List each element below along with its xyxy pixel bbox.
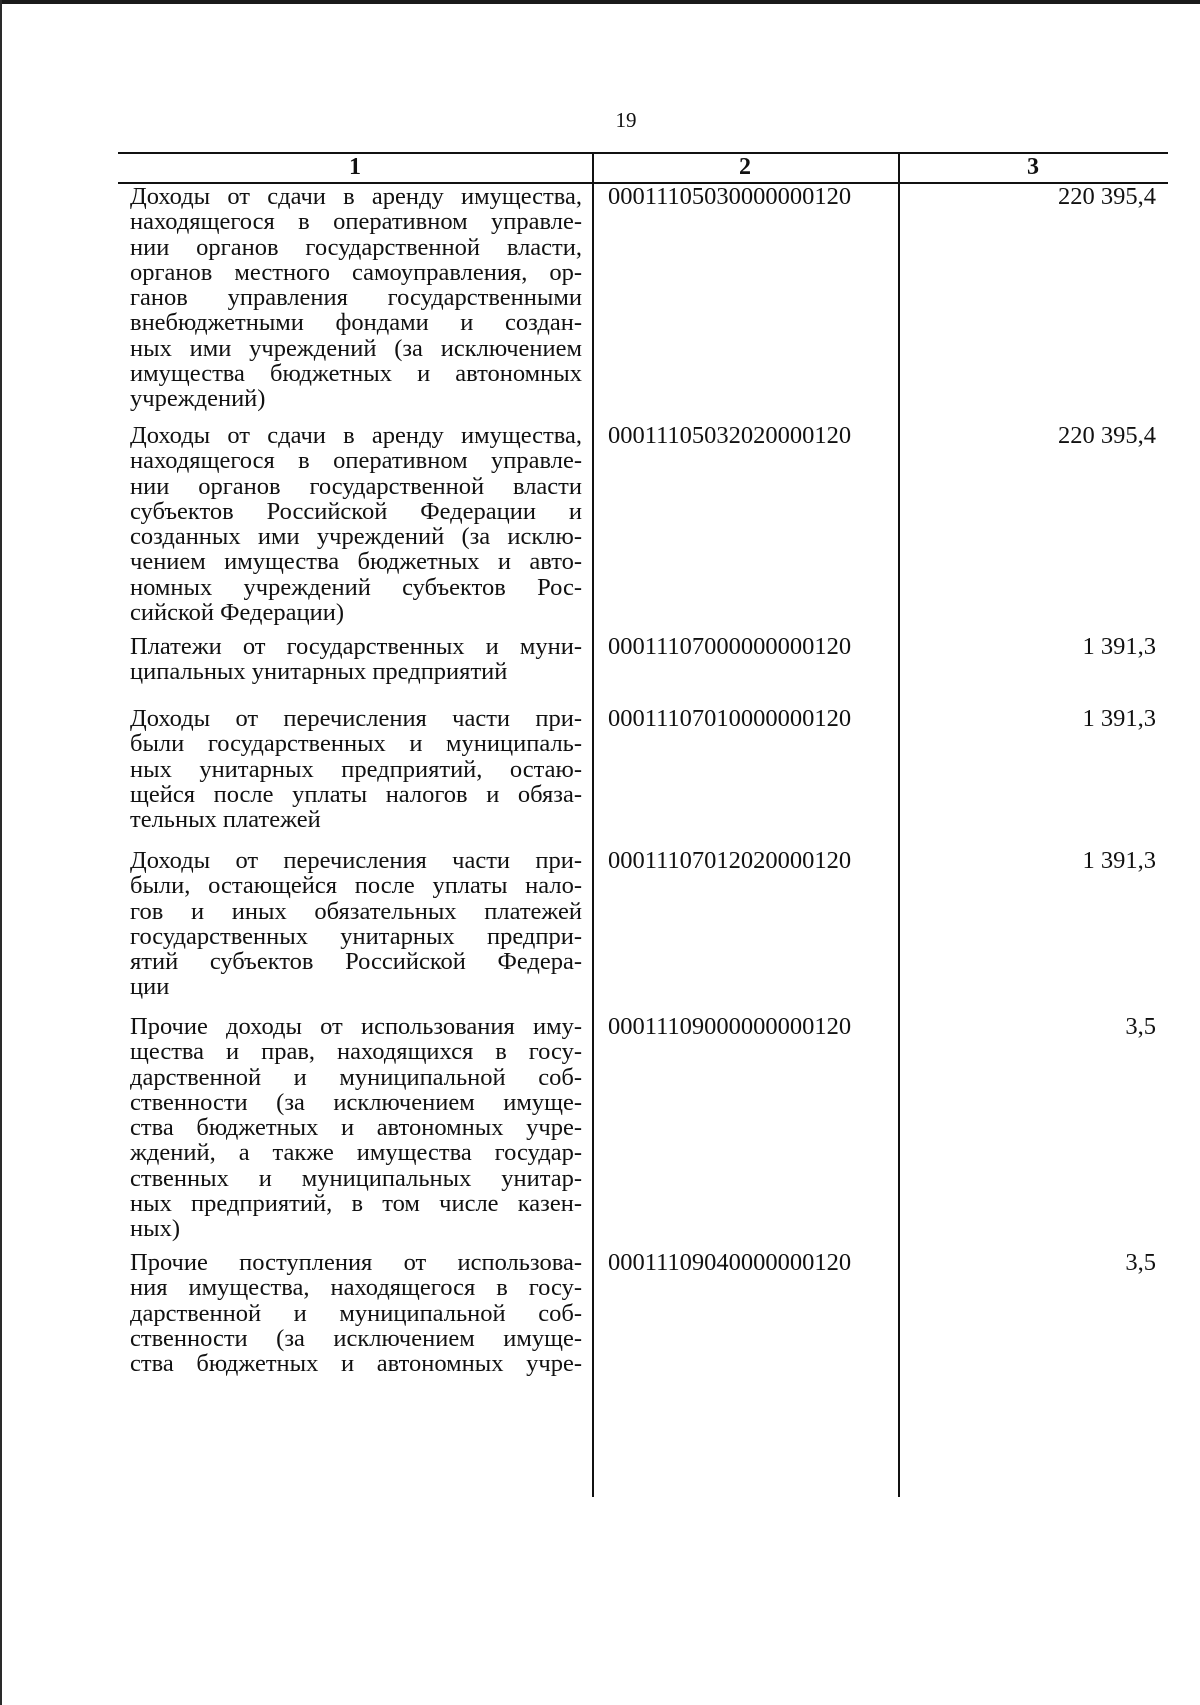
description-line: щества и прав, находящихся в госу-: [130, 1038, 582, 1066]
description-line: Доходы от сдачи в аренду имущества,: [130, 183, 582, 210]
description-line: дарственной и муниципальной соб-: [130, 1063, 582, 1091]
row-description: [130, 848, 582, 1000]
row-code: 00011105032020000120: [608, 422, 852, 449]
description-line: учреждений): [130, 385, 266, 413]
row-description: [130, 184, 582, 412]
column-divider-1: [592, 152, 594, 1497]
row-description: [130, 1014, 582, 1242]
description-line: созданных ими учреждений (за исклю-: [130, 523, 582, 551]
row-amount: 1 391,3: [1082, 633, 1156, 660]
description-line: ния имущества, находящегося в госу-: [130, 1274, 582, 1302]
description-line: Прочие доходы от использования иму-: [130, 1013, 582, 1040]
description-line: органов местного самоуправления, ор-: [130, 258, 582, 286]
description-line: ятий субъектов Российской Федера-: [130, 948, 582, 976]
row-amount: 220 395,4: [1058, 422, 1156, 449]
description-line: имущества бюджетных и автономных: [130, 360, 582, 388]
description-line: ганов управления государственными: [130, 284, 582, 312]
page-number: 19: [615, 108, 637, 132]
header-col-3: 3: [1027, 154, 1039, 180]
description-line: государственных унитарных предпри-: [130, 922, 582, 950]
description-line: ственных и муниципальных унитар-: [130, 1164, 582, 1192]
description-line: ции: [130, 973, 170, 1001]
description-line: ных): [130, 1215, 180, 1243]
description-line: ных предприятий, в том числе казен-: [130, 1190, 582, 1218]
description-line: ства бюджетных и автономных учре-: [130, 1114, 582, 1142]
row-code: 00011109040000000120: [608, 1249, 852, 1276]
description-line: субъектов Российской Федерации и: [130, 497, 582, 525]
row-description: [130, 634, 582, 685]
description-line: Доходы от сдачи в аренду имущества,: [130, 422, 582, 449]
description-line: ных унитарных предприятий, остаю-: [130, 755, 582, 783]
description-line: ципальных унитарных предприятий: [130, 658, 508, 686]
description-line: ственности (за исключением имуще-: [130, 1324, 582, 1352]
description-line: нии органов государственной власти: [130, 472, 582, 500]
row-code: 00011107000000000120: [608, 633, 852, 660]
column-divider-2: [898, 182, 900, 1497]
description-line: были государственных и муниципаль-: [130, 730, 582, 758]
row-description: [130, 423, 582, 625]
description-line: ных ими учреждений (за исключением: [130, 334, 582, 362]
description-line: ждений, а также имущества государ-: [130, 1139, 582, 1167]
description-line: нии органов государственной власти,: [130, 233, 582, 261]
scan-edge-top: [0, 0, 1200, 4]
description-line: внебюджетными фондами и создан-: [130, 309, 582, 337]
description-line: чением имущества бюджетных и авто-: [130, 548, 582, 576]
description-line: ственности (за исключением имуще-: [130, 1088, 582, 1116]
description-line: Прочие поступления от использова-: [130, 1249, 582, 1276]
row-amount: 220 395,4: [1058, 183, 1156, 210]
header-col-2: 2: [739, 154, 751, 180]
description-line: гов и иных обязательных платежей: [130, 897, 582, 925]
description-line: сийской Федерации): [130, 599, 344, 627]
description-line: Платежи от государственных и муни-: [130, 633, 582, 660]
scan-edge-left: [0, 0, 2, 1705]
header-col-1: 1: [349, 154, 361, 180]
description-line: Доходы от перечисления части при-: [130, 847, 582, 874]
description-line: тельных платежей: [130, 806, 321, 834]
row-amount: 3,5: [1125, 1249, 1156, 1276]
row-description: [130, 1250, 582, 1376]
description-line: номных учреждений субъектов Рос-: [130, 573, 582, 601]
description-line: находящегося в оперативном управле-: [130, 208, 582, 236]
row-code: 00011107012020000120: [608, 847, 852, 874]
row-code: 00011105030000000120: [608, 183, 852, 210]
row-amount: 3,5: [1125, 1013, 1156, 1040]
description-line: дарственной и муниципальной соб-: [130, 1299, 582, 1327]
row-description: [130, 706, 582, 832]
row-code: 00011109000000000120: [608, 1013, 852, 1040]
description-line: были, остающейся после уплаты нало-: [130, 872, 582, 900]
revenue-table: [118, 152, 1168, 1497]
description-line: щейся после уплаты налогов и обяза-: [130, 780, 582, 808]
row-amount: 1 391,3: [1082, 847, 1156, 874]
description-line: находящегося в оперативном управле-: [130, 447, 582, 475]
description-line: ства бюджетных и автономных учре-: [130, 1350, 582, 1378]
row-amount: 1 391,3: [1082, 705, 1156, 732]
row-code: 00011107010000000120: [608, 705, 852, 732]
description-line: Доходы от перечисления части при-: [130, 705, 582, 732]
